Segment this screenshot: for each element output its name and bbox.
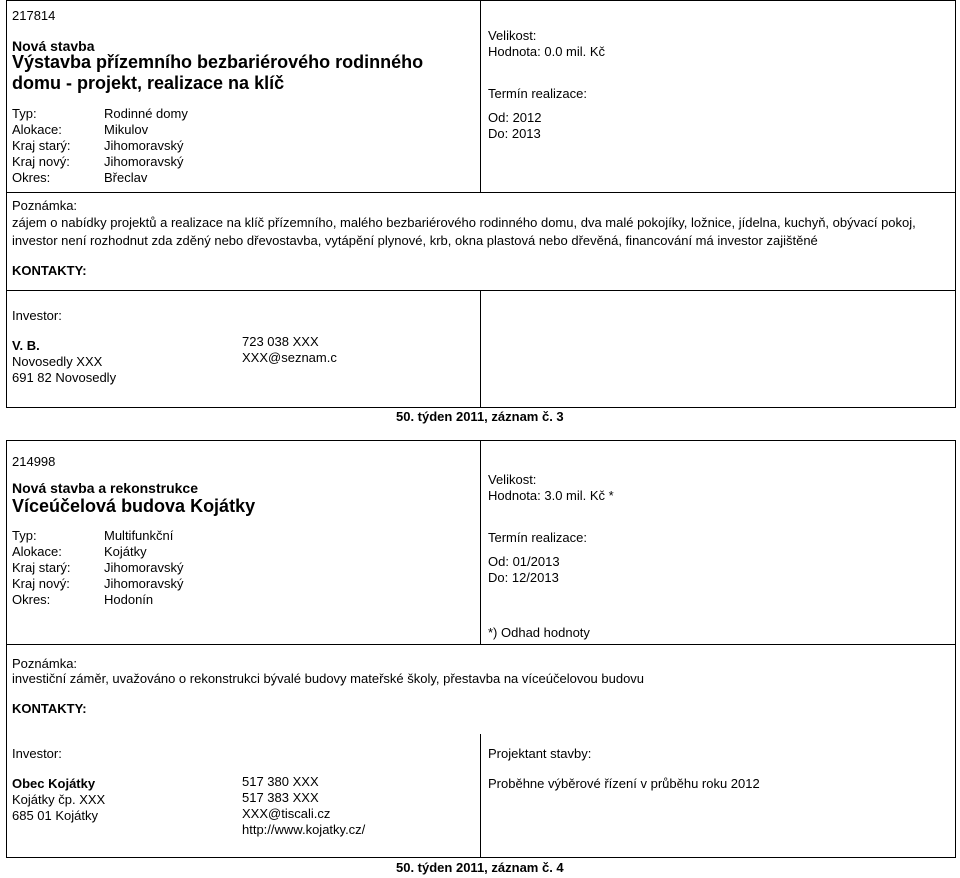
size-label: Velikost: xyxy=(488,28,537,43)
investor-label: Investor: xyxy=(12,308,62,323)
record-id: 217814 xyxy=(12,8,56,23)
field-label: Typ: xyxy=(12,106,37,121)
record-footer: 50. týden 2011, záznam č. 4 xyxy=(396,860,564,875)
investor-phone: 517 383 XXX xyxy=(242,790,319,805)
field-row xyxy=(12,544,183,560)
investor-phone: 517 380 XXX xyxy=(242,774,319,789)
field-label: Alokace: xyxy=(12,122,62,137)
field-label: Alokace: xyxy=(12,544,62,559)
term-to: Do: 12/2013 xyxy=(488,570,559,585)
field-value: Břeclav xyxy=(104,170,148,185)
note-label: Poznámka: xyxy=(12,198,78,213)
investor-phone: 723 038 XXX xyxy=(242,334,319,349)
section-divider xyxy=(6,192,956,193)
investor-address: 691 82 Novosedly xyxy=(12,370,117,385)
record-title: Výstavba přízemního bezbariérového rodinného domu - projekt, realizace na klíč xyxy=(12,52,424,93)
field-value: Jihomoravský xyxy=(104,138,184,153)
investor-web[interactable]: http://www.kojatky.cz/ xyxy=(242,822,366,837)
term-from: Od: 01/2013 xyxy=(488,554,560,569)
size-label: Velikost: xyxy=(488,472,537,487)
field-row xyxy=(12,138,188,154)
field-label: Kraj nový: xyxy=(12,154,70,169)
investor-address: Novosedly XXX xyxy=(12,354,103,369)
section-divider xyxy=(6,290,956,291)
note-text: zájem o nabídky projektů a realizace na klíč přízemního, malého bezbariérového rodinného domu, dva malé pokojíky, ložnice, jídelna, kuchyň, obývací pokoj, investor není rozhodnut zda zděný nebo dřevostavba, vytápění plynové, krb, okna plastová nebo dřevěná, financování má investor zajištěné xyxy=(12,215,916,248)
field-row xyxy=(12,170,188,186)
note-text: investiční záměr, uvažováno o rekonstrukci bývalé budovy mateřské školy, přestavba na víceúčelovou budovu xyxy=(12,671,645,686)
field-label: Okres: xyxy=(12,592,51,607)
contact-divider xyxy=(480,290,481,408)
field-value: Jihomoravský xyxy=(104,576,184,591)
field-value: Kojátky xyxy=(104,544,147,559)
designer-label: Projektant stavby: xyxy=(488,746,592,761)
investor-email[interactable]: XXX@seznam.c xyxy=(242,350,337,365)
field-row xyxy=(12,560,183,576)
term-to: Do: 2013 xyxy=(488,126,541,141)
field-label: Okres: xyxy=(12,170,51,185)
investor-address: 685 01 Kojátky xyxy=(12,808,99,823)
field-list xyxy=(12,528,183,608)
section-divider xyxy=(6,644,956,645)
field-value: Mikulov xyxy=(104,122,149,137)
investor-name: Obec Kojátky xyxy=(12,776,96,791)
field-value: Hodonín xyxy=(104,592,154,607)
size-value: Hodnota: 3.0 mil. Kč * xyxy=(488,488,614,503)
contacts-label: KONTAKTY: xyxy=(12,263,87,278)
designer-text: Proběhne výběrové řízení v průběhu roku 2012 xyxy=(488,776,760,791)
term-label: Termín realizace: xyxy=(488,530,587,545)
construction-type: Nová stavba a rekonstrukce xyxy=(12,480,198,496)
field-label: Kraj starý: xyxy=(12,138,71,153)
column-divider xyxy=(480,0,481,192)
investor-email[interactable]: XXX@tiscali.cz xyxy=(242,806,331,821)
field-row xyxy=(12,528,183,544)
column-divider xyxy=(480,440,481,644)
field-value: Multifunkční xyxy=(104,528,174,543)
estimate-note: *) Odhad hodnoty xyxy=(488,625,590,640)
investor-name: V. B. xyxy=(12,338,40,353)
term-from: Od: 2012 xyxy=(488,110,542,125)
field-label: Typ: xyxy=(12,528,37,543)
field-value: Jihomoravský xyxy=(104,154,184,169)
field-list xyxy=(12,106,188,186)
field-value: Rodinné domy xyxy=(104,106,188,121)
field-row xyxy=(12,154,188,170)
contact-divider xyxy=(480,734,481,858)
field-row xyxy=(12,576,183,592)
field-label: Kraj starý: xyxy=(12,560,71,575)
field-value: Jihomoravský xyxy=(104,560,184,575)
construction-type: Nová stavba xyxy=(12,38,95,54)
field-row xyxy=(12,592,183,608)
investor-address: Kojátky čp. XXX xyxy=(12,792,106,807)
note-label: Poznámka: xyxy=(12,656,78,671)
record-id: 214998 xyxy=(12,454,56,469)
record-title: Víceúčelová budova Kojátky xyxy=(12,496,256,516)
contacts-label: KONTAKTY: xyxy=(12,701,87,716)
investor-label: Investor: xyxy=(12,746,62,761)
size-value: Hodnota: 0.0 mil. Kč xyxy=(488,44,606,59)
record-footer: 50. týden 2011, záznam č. 3 xyxy=(396,409,564,424)
field-label: Kraj nový: xyxy=(12,576,70,591)
field-row xyxy=(12,122,188,138)
field-row xyxy=(12,106,188,122)
term-label: Termín realizace: xyxy=(488,86,587,101)
